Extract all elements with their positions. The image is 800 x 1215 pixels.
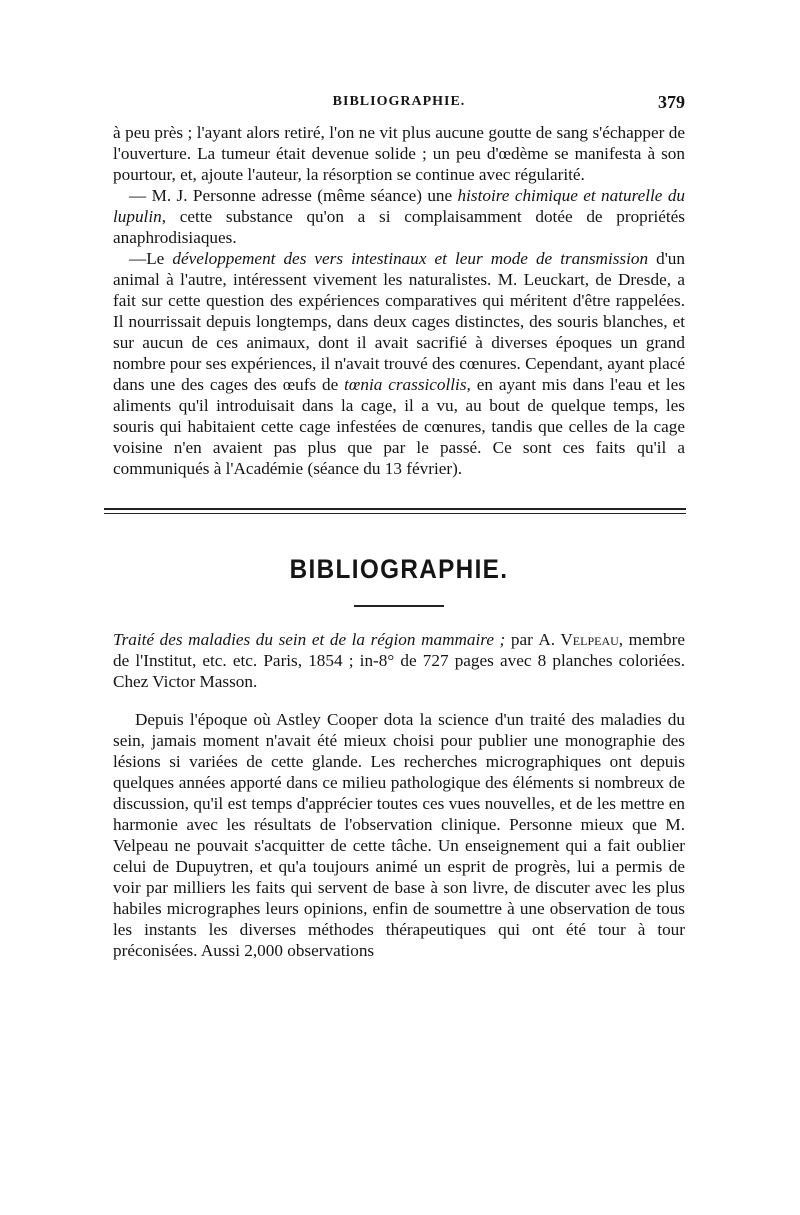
- review-text: Depuis l'époque où Astley Cooper dota la science d'un traité des maladies du sein, jamais moment n'avait été mieux choisi pour publier une monographie des lésions si variées de cette glande. Les recherches micrographiques ont depuis quelques années apporté dans ce milieu pathologique des éléments si nombreux de discussion, qu'il est temps d'apprécier toutes ces vues nouvelles, et de les mettre en harmonie avec les résultats de l'observation clinique. Personne mieux que M. Velpeau ne pouvait s'acquitter de cette tâche. Un enseignement qui a fait oublier celui de Dupuytren, et qu'a toujours animé un esprit de progrès, lui a permis de voir par milliers les faits qui servent de base à son livre, de discuter avec les plus habiles micrographes leurs opinions, enfin de soumettre à une observation de tous les instants les diverses méthodes thérapeutiques qui ont été tour à tour préconisées. Aussi 2,000 observations: [113, 710, 685, 960]
- title-underline: [354, 605, 444, 607]
- section-title: BIBLIOGRAPHIE.: [289, 554, 509, 584]
- paragraph-2: [113, 185, 685, 248]
- paragraph-3-title: développement des vers intestinaux et leur mode de transmission: [172, 249, 649, 268]
- paragraph-2-prefix: — M. J. Personne adresse (même séance) une: [129, 186, 458, 205]
- paragraph-3-prefix: —Le: [129, 249, 173, 268]
- page: [113, 92, 685, 978]
- running-head: [113, 92, 685, 122]
- book-entry: [113, 629, 685, 692]
- book-by: par: [505, 630, 539, 649]
- paragraph-3-mid: d'un animal à l'autre, intéressent vivement les naturalistes. M. Leuckart, de Dresde, a fait sur cette question des expériences comparatives qui méritent d'être rappelées. Il nourrissait depuis longtemps, dans deux cages distinctes, des souris blanches, et sur aucun de ces animaux, dont il avait sacrifié à diverses époques un grand nombre pour ses expériences, il n'avait trouvé des cœnures. Cependant, ayant placé dans une des cages des œufs de: [113, 249, 685, 394]
- page-number: 379: [658, 92, 685, 112]
- paragraph-3-species: tœnia crassicollis: [344, 375, 467, 394]
- book-title: Traité des maladies du sein et de la région mammaire ;: [113, 630, 506, 649]
- paragraph-3-suffix: , en ayant mis dans l'eau et les aliments qu'il introduisait dans la cage, il a vu, au bout de quelque temps, les souris qui habitaient cette cage infestées de cœnures, tandis que celles de la cage voisine n'en avaient pas plus que par le passé. Ce sont ces faits qu'il a communiqués à l'Académie (séance du 13 février).: [113, 375, 686, 478]
- running-title: BIBLIOGRAPHIE.: [332, 94, 466, 109]
- paragraph-2-title: histoire chimique et naturelle du lupulin: [113, 186, 686, 226]
- paragraph-1-text: à peu près ; l'ayant alors retiré, l'on ne vit plus aucune goutte de sang s'échapper de l'ouverture. La tumeur était devenue solide ; un peu d'œdème se manifesta à son pourtour, et, ajoute l'auteur, la résorption se continue avec régularité.: [113, 123, 685, 184]
- paragraph-3: [113, 248, 685, 479]
- paragraph-1: [113, 122, 685, 185]
- section-divider: [104, 508, 686, 514]
- book-details: , membre de l'Institut, etc. etc. Paris, 1854 ; in-8° de 727 pages avec 8 planches coloriées. Chez Victor Masson.: [113, 630, 685, 691]
- book-author: A. Velpeau: [538, 630, 619, 649]
- paragraph-2-suffix: , cette substance qu'on a si complaisamment dotée de propriétés anaphrodisiaques.: [113, 207, 685, 247]
